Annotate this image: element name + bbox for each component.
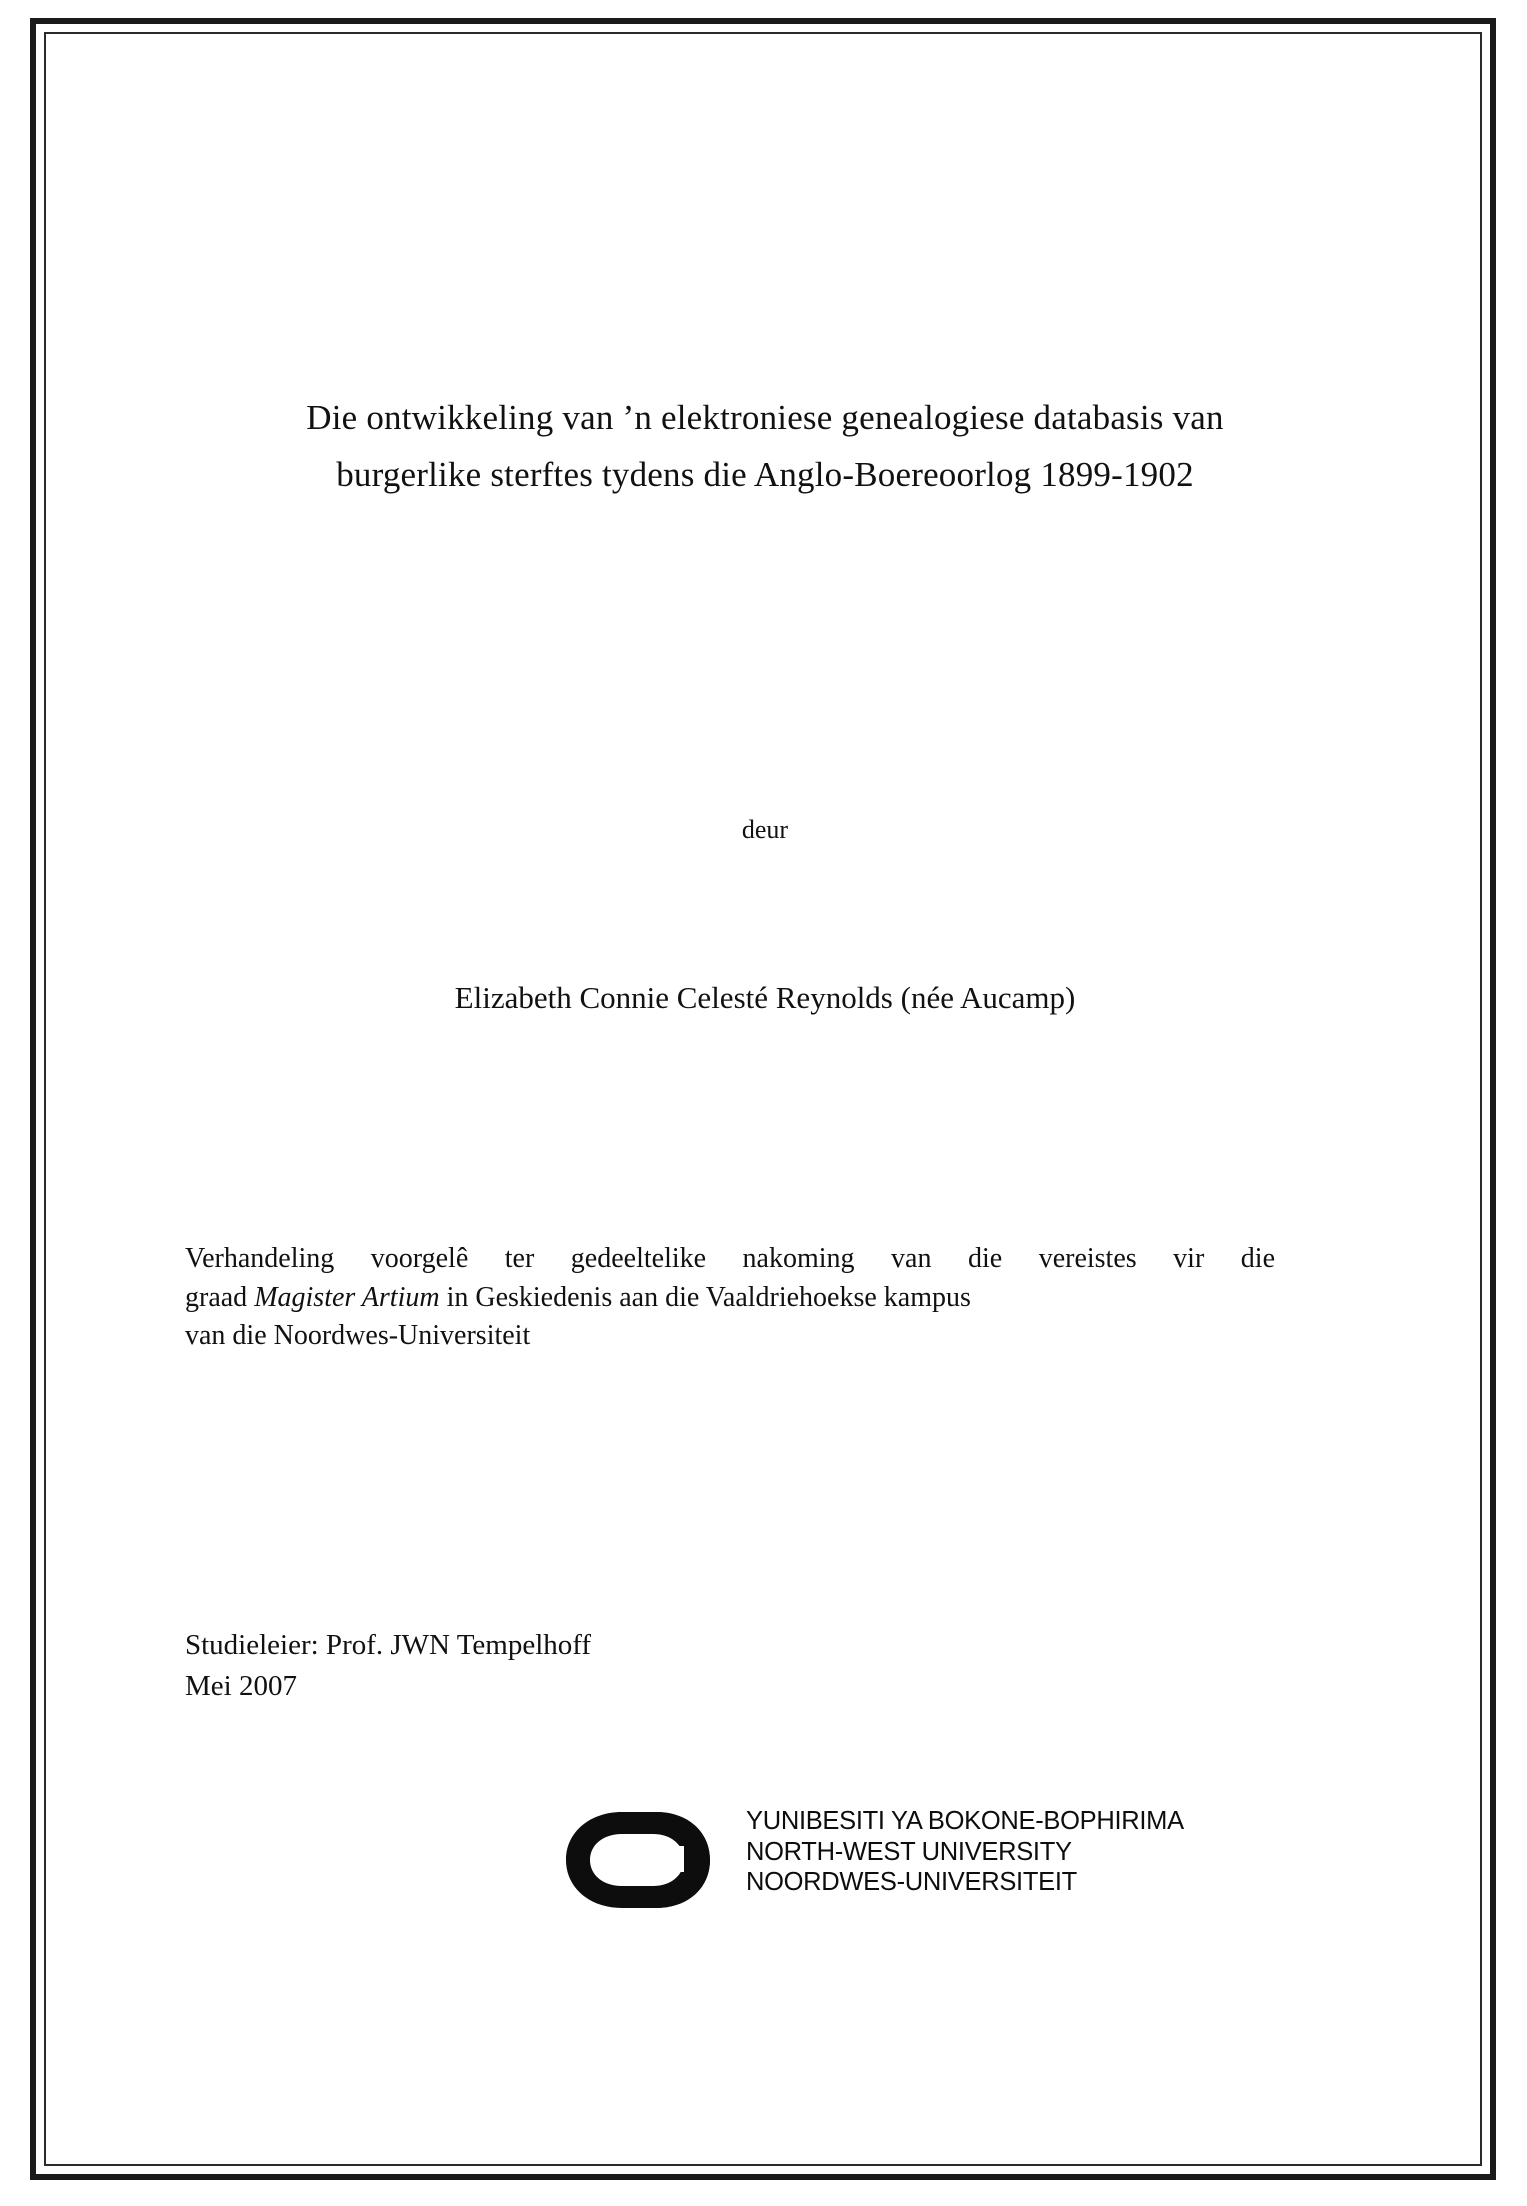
date-line: Mei 2007 — [185, 1670, 297, 1703]
supervisor-line: Studieleier: Prof. JWN Tempelhoff — [185, 1629, 592, 1661]
logo-text-line-2: NORTH-WEST UNIVERSITY — [746, 1837, 1072, 1866]
by-label: deur — [741, 815, 789, 844]
degree-statement-line-2-suffix: in Geskiedenis aan die Vaaldriehoekse kampus — [439, 1281, 971, 1313]
logo-text-line-3: NOORDWES-UNIVERSITEIT — [746, 1868, 1077, 1897]
university-logo — [550, 1800, 1190, 1920]
university-logo-text — [746, 1806, 1184, 1898]
page-left-margin — [0, 0, 30, 2206]
north-west-university-logo-mark-icon — [550, 1806, 740, 1914]
author-name: Elizabeth Connie Celesté Reynolds (née Aucamp) — [454, 980, 1076, 1015]
degree-statement-line-2 — [185, 1279, 1275, 1318]
title-line-1: Die ontwikkeling van ’n elektroniese genealogiese databasis van — [306, 398, 1224, 437]
degree-statement — [185, 1240, 1275, 1356]
degree-statement-line-2-prefix: graad — [185, 1281, 255, 1313]
title-page-content — [110, 60, 1410, 2120]
logo-text-line-1: YUNIBESITI YA BOKONE-BOPHIRIMA — [746, 1807, 1184, 1835]
degree-statement-line-1: Verhandeling voorgelê ter gedeeltelike nakoming van die vereistes vir die — [185, 1243, 1275, 1274]
page-title — [180, 390, 1350, 503]
degree-name-italic: Magister Artium — [254, 1281, 440, 1313]
page-bottom-margin — [0, 2182, 1527, 2206]
supervisor-block — [185, 1625, 1085, 1707]
title-line-2: burgerlike sterftes tydens die Anglo-Boereoorlog 1899-1902 — [336, 454, 1194, 494]
degree-statement-line-3: van die Noordwes-Universiteit — [185, 1320, 531, 1352]
